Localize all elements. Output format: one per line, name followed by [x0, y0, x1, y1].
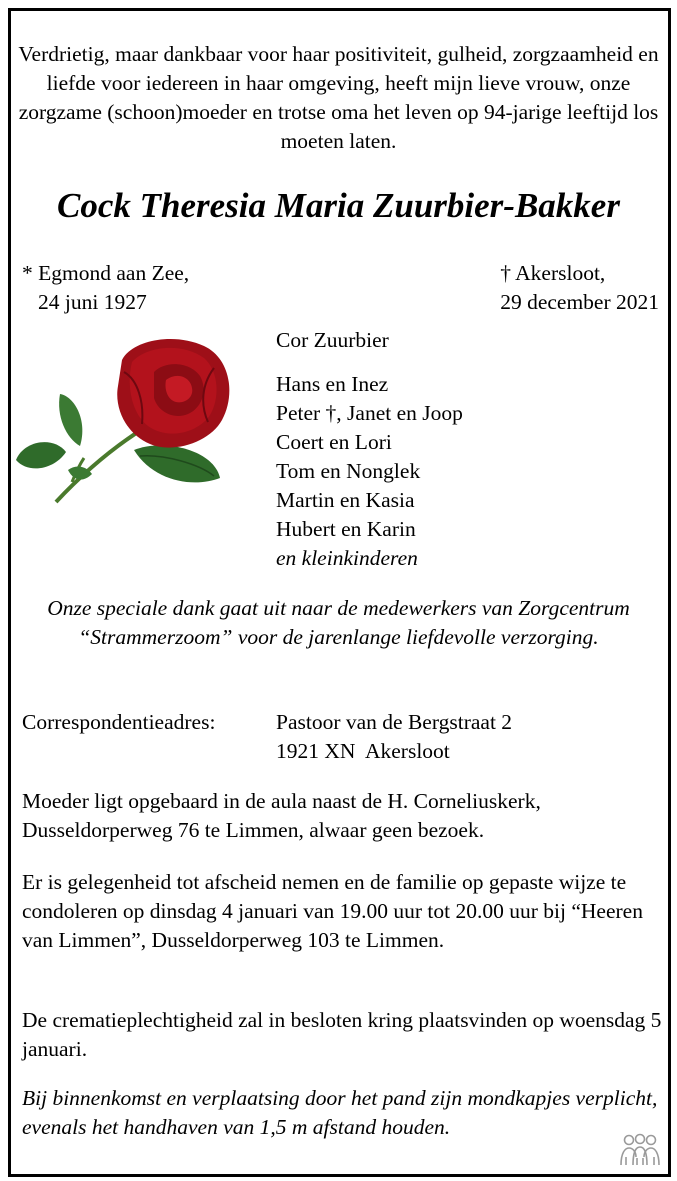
death-date: 29 december 2021	[500, 290, 659, 314]
death-place: † Akersloot,	[500, 261, 606, 285]
correspondence-address	[276, 708, 512, 766]
family-member: Hubert en Karin	[276, 517, 416, 541]
birth-date: 24 juni 1927	[38, 290, 147, 314]
family-member: Hans en Inez	[276, 372, 389, 396]
mask-notice: Bij binnenkomst en verplaatsing door het pand zijn mondkapjes verplicht, evenals het handhaven van 1,5 m afstand houden.	[22, 1086, 658, 1139]
family-list	[276, 326, 463, 573]
thanks-text: Onze speciale dank gaat uit naar de medewerkers van Zorgcentrum “Strammerzoom” voor de jarenlange liefdevolle verzorging.	[47, 596, 630, 649]
death-info	[500, 259, 659, 317]
condolence-paragraph: Er is gelegenheid tot afscheid nemen en de familie op gepaste wijze te condoleren op dinsdag 4 januari van 19.00 uur tot 20.00 uur bij “Heeren van Limmen”, Dusseldorperweg 103 te Limmen.	[22, 870, 643, 952]
correspondence-label: Correspondentieadres:	[22, 710, 216, 734]
deceased-name: Cock Theresia Maria Zuurbier-Bakker	[57, 186, 620, 225]
family-member: Tom en Nonglek	[276, 459, 421, 483]
address-city: 1921 XN Akersloot	[276, 739, 450, 763]
family-member: Coert en Lori	[276, 430, 392, 454]
rose-image	[14, 332, 242, 510]
viewing-paragraph: Moeder ligt opgebaard in de aula naast de H. Corneliuskerk, Dusseldorperweg 76 te Limmen, alwaar geen bezoek.	[22, 789, 541, 842]
address-street: Pastoor van de Bergstraat 2	[276, 710, 513, 734]
birth-place: * Egmond aan Zee,	[22, 261, 190, 285]
birth-info	[22, 259, 189, 317]
family-member: Peter †, Janet en Joop	[276, 401, 463, 425]
intro-text: Verdrietig, maar dankbaar voor haar positiviteit, gulheid, zorgzaamheid en liefde voor iedereen in haar omgeving, heeft mijn lieve vrouw, onze zorgzame (schoon)moeder en trotse oma het leven op 94-jarige leeftijd los moeten laten.	[18, 42, 659, 153]
grandchildren: en kleinkinderen	[276, 546, 418, 570]
cremation-paragraph: De crematieplechtigheid zal in besloten kring plaatsvinden op woensdag 5 januari.	[22, 1008, 662, 1061]
spouse-name: Cor Zuurbier	[276, 328, 389, 352]
family-member: Martin en Kasia	[276, 488, 415, 512]
people-group-icon	[615, 1133, 665, 1167]
